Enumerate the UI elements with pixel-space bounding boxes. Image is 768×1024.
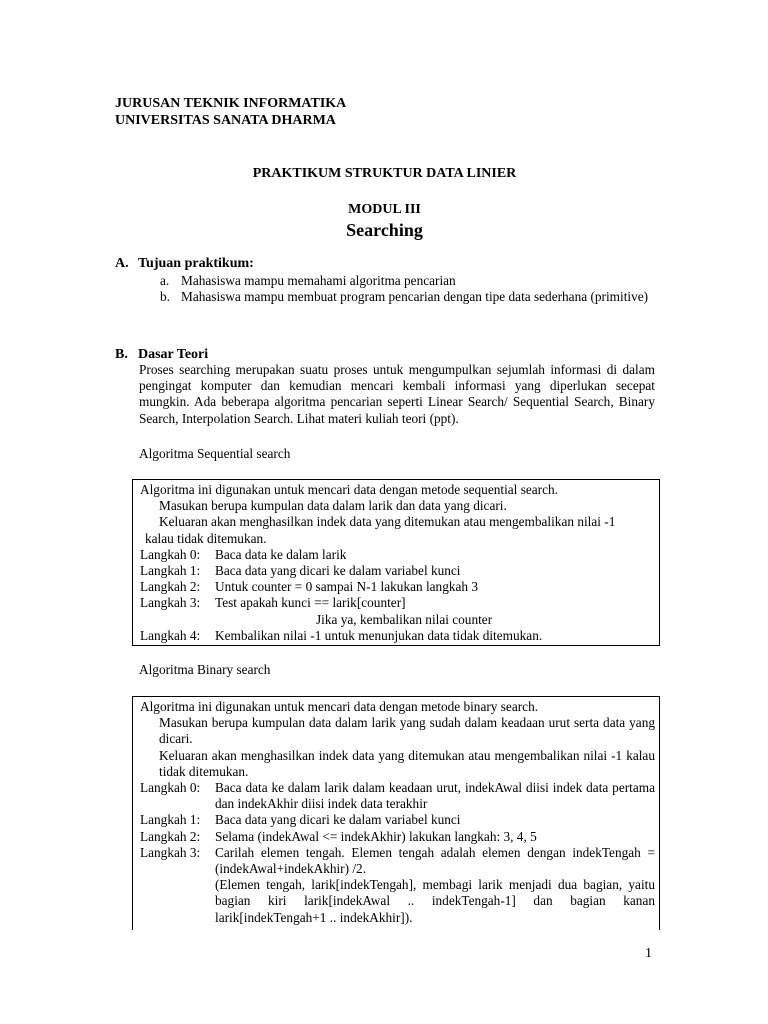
sequential-algorithm-box	[132, 479, 660, 646]
algorithm-step	[140, 563, 655, 579]
binary-algorithm-box	[132, 696, 660, 930]
binary-output: Keluaran akan menghasilkan indek data yang ditemukan atau mengembalikan nilai -1 kalau tidak ditemukan.	[159, 747, 655, 779]
algorithm-step	[140, 547, 655, 563]
algorithm-step	[140, 812, 655, 828]
algorithm-step	[140, 579, 655, 595]
step-label: Langkah 2:	[140, 828, 201, 844]
step-label: Langkah 2:	[140, 579, 201, 595]
step-text: Baca data yang dicari ke dalam variabel kunci	[215, 563, 461, 579]
step-text: Baca data ke dalam larik	[215, 546, 347, 562]
step-label: Langkah 1:	[140, 563, 201, 579]
page-number: 1	[645, 946, 652, 961]
sequential-input: Masukan berupa kumpulan data dalam larik dan data yang dicari.	[159, 498, 507, 514]
binary-caption: Algoritma Binary search	[139, 662, 271, 677]
sequential-caption: Algoritma Sequential search	[139, 446, 291, 461]
algorithm-step	[140, 845, 655, 877]
step-text: Baca data yang dicari ke dalam variabel kunci	[215, 812, 461, 828]
algorithm-step	[140, 628, 655, 644]
section-a-title: Tujuan praktikum:	[138, 256, 254, 271]
sequential-intro: Algoritma ini digunakan untuk mencari data dengan metode sequential search.	[140, 482, 558, 497]
step-text: Untuk counter = 0 sampai N-1 lakukan langkah 3	[215, 579, 479, 595]
theory-paragraph: Proses searching merupakan suatu proses untuk mengumpulkan sejumlah informasi di dalam pengingat komputer dan kemudian mencari kembali informasi yang diperlukan secepat mungkin. Ada beberapa algoritma pencarian seperti Linear Search/ Sequential Search, Binary Search, Interpolation Search. Lihat materi kuliah teori (ppt).	[139, 362, 655, 426]
step-label: Langkah 4:	[140, 627, 201, 643]
university-name: UNIVERSITAS SANATA DHARMA	[115, 113, 336, 128]
step-text: Carilah elemen tengah. Elemen tengah adalah elemen dengan indekTengah = (indekAwal+indekAkhir) /2.	[215, 844, 655, 877]
list-item	[160, 273, 660, 289]
step-text: Baca data ke dalam larik dalam keadaan urut, indekAwal diisi indek data pertama dan indekAkhir diisi indek data terakhir	[215, 780, 655, 812]
step-text: Kembalikan nilai -1 untuk menunjukan data tidak ditemukan.	[215, 627, 543, 643]
section-a-heading	[115, 256, 254, 272]
section-b-label: B.	[115, 347, 128, 362]
list-item-text: Mahasiswa mampu memahami algoritma pencarian	[181, 273, 456, 288]
list-item-text: Mahasiswa mampu membuat program pencarian dengan tipe data sederhana (primitive)	[181, 289, 649, 305]
step-label: Langkah 0:	[140, 780, 201, 796]
step-text: Test apakah kunci == larik[counter]	[215, 595, 406, 611]
section-b-heading	[115, 347, 208, 363]
step-note: (Elemen tengah, larik[indekTengah], membagi larik menjadi dua bagian, yaitu bagian kiri larik[indekAwal .. indekTengah-1] dan bagian kanan larik[indekTengah+1 .. indekAkhir]).	[215, 877, 655, 925]
step-text: Selama (indekAwal <= indekAkhir) lakukan langkah: 3, 4, 5	[215, 828, 537, 844]
module-topic: Searching	[346, 220, 423, 240]
binary-intro: Algoritma ini digunakan untuk mencari data dengan metode binary search.	[140, 699, 539, 714]
sequential-output: Keluaran akan menghasilkan indek data yang ditemukan atau mengembalikan nilai -1	[159, 514, 616, 530]
module-number: MODUL III	[348, 202, 421, 217]
algorithm-step	[140, 780, 655, 812]
section-b-title: Dasar Teori	[138, 347, 209, 362]
list-item	[160, 289, 660, 305]
list-marker: a.	[160, 273, 170, 288]
algorithm-step	[140, 829, 655, 845]
step-label: Langkah 0:	[140, 546, 201, 562]
document-header	[115, 95, 346, 129]
list-marker: b.	[160, 289, 170, 305]
binary-input: Masukan berupa kumpulan data dalam larik yang sudah dalam keadaan urut serta data yang dicari.	[159, 715, 655, 747]
algorithm-step	[140, 595, 655, 611]
step-label: Langkah 3:	[140, 595, 201, 611]
course-title: PRAKTIKUM STRUKTUR DATA LINIER	[252, 166, 517, 181]
section-a-label: A.	[115, 256, 129, 271]
step-continuation: Jika ya, kembalikan nilai counter	[316, 611, 493, 627]
department-name: JURUSAN TEKNIK INFORMATIKA	[115, 96, 347, 111]
sequential-output-cont: kalau tidak ditemukan.	[145, 530, 267, 546]
step-label: Langkah 1:	[140, 812, 201, 828]
objectives-list	[160, 273, 660, 305]
step-label: Langkah 3:	[140, 844, 201, 860]
